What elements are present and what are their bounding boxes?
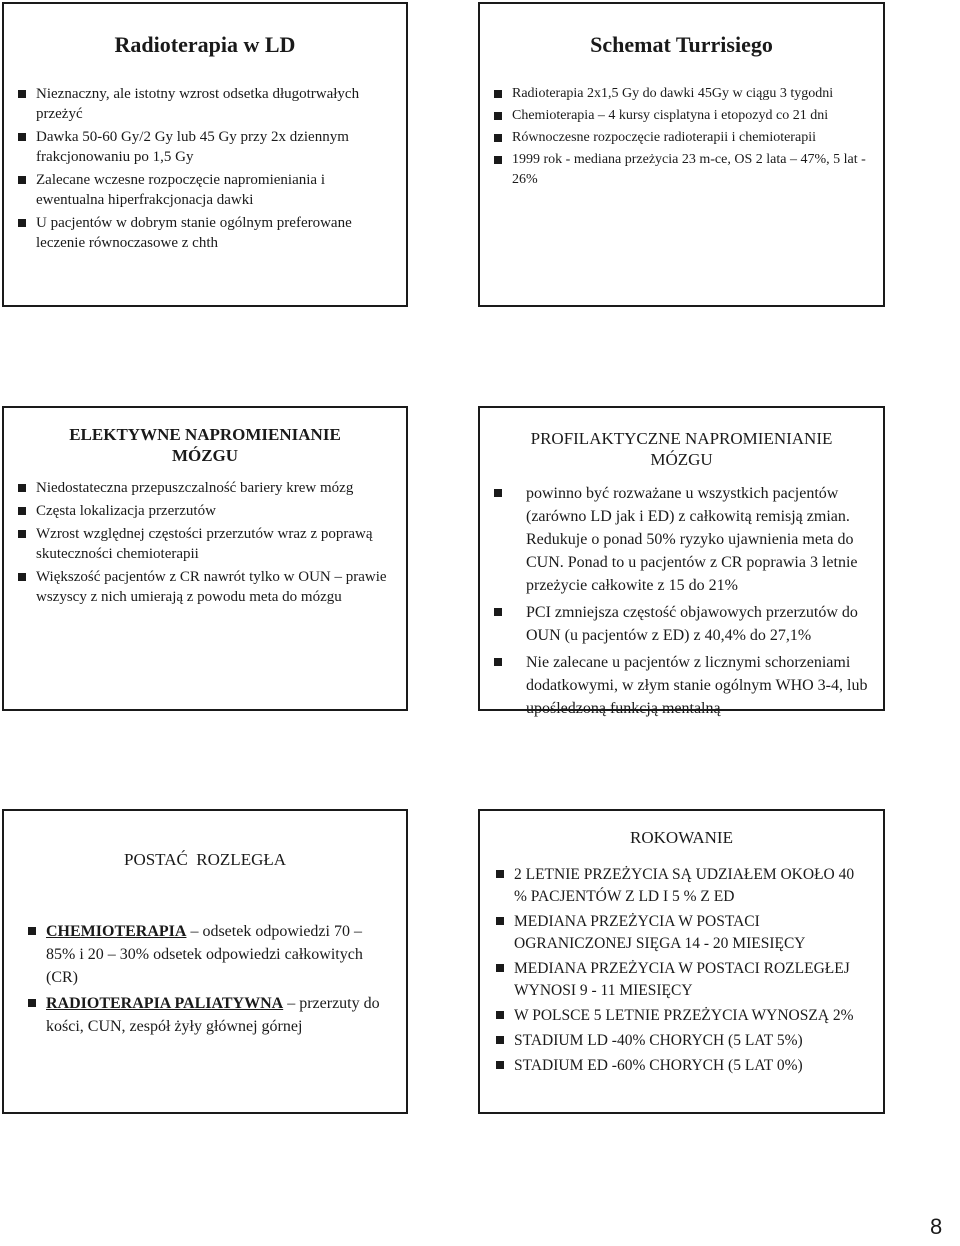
list-item: 2 LETNIE PRZEŻYCIA SĄ UDZIAŁEM OKOŁO 40 % PACJENTÓW Z LD I 5 % Z ED bbox=[496, 864, 869, 908]
list-item: Nieznaczny, ale istotny wzrost odsetka długotrwałych przeżyć bbox=[18, 84, 392, 124]
page-number: 8 bbox=[930, 1214, 943, 1239]
list-item: Radioterapia 2x1,5 Gy do dawki 45Gy w ciągu 3 tygodni bbox=[494, 84, 869, 104]
bullet-list bbox=[494, 84, 869, 190]
item-label: RADIOTERAPIA PALIATYWNA bbox=[46, 995, 284, 1012]
slide-title-line: MÓZGU bbox=[650, 450, 713, 469]
bullet-list bbox=[18, 920, 392, 1038]
bullet-list bbox=[494, 864, 869, 1077]
item-text: – odsetek odpowiedzi 70 – 85% i 20 – 30% odsetek odpowiedzi całkowitych (CR) bbox=[46, 923, 363, 986]
list-item: U pacjentów w dobrym stanie ogólnym preferowane leczenie równoczasowe z chth bbox=[18, 213, 392, 253]
slide-title-line: ELEKTYWNE NAPROMIENIANIE bbox=[69, 425, 341, 444]
list-item: Zalecane wczesne rozpoczęcie napromieniania i ewentualna hiperfrakcjonacja dawki bbox=[18, 170, 392, 210]
list-item: Większość pacjentów z CR nawrót tylko w OUN – prawie wszyscy z nich umierają z powodu meta do mózgu bbox=[18, 567, 392, 607]
slide-title bbox=[494, 428, 869, 470]
slide-postac-rozlegla bbox=[2, 809, 408, 1114]
slide-title: Schemat Turrisiego bbox=[590, 32, 773, 57]
list-item: Dawka 50-60 Gy/2 Gy lub 45 Gy przy 2x dziennym frakcjonowaniu po 1,5 Gy bbox=[18, 127, 392, 167]
slide-title: POSTAĆ ROZLEGŁA bbox=[123, 850, 287, 869]
list-item: 1999 rok - mediana przeżycia 23 m-ce, OS 2 lata – 47%, 5 lat - 26% bbox=[494, 150, 869, 190]
list-item: MEDIANA PRZEŻYCIA W POSTACI OGRANICZONEJ SIĘGA 14 - 20 MIESIĘCY bbox=[496, 911, 869, 955]
list-item: Częsta lokalizacja przerzutów bbox=[18, 501, 392, 521]
list-item: Wzrost względnej częstości przerzutów wraz z poprawą skuteczności chemioterapii bbox=[18, 524, 392, 564]
list-item: powinno być rozważane u wszystkich pacjentów (zarówno LD jak i ED) z całkowitą remisją zmian. Redukuje o ponad 50% ryzyko ujawnienia meta do CUN. Ponad to u pacjentów z CR poprawia 3 letnie przeżycie całkowite z 15 do 21% bbox=[494, 482, 869, 597]
list-item bbox=[28, 920, 392, 989]
list-item: MEDIANA PRZEŻYCIA W POSTACI ROZLEGŁEJ WYNOSI 9 - 11 MIESIĘCY bbox=[496, 958, 869, 1002]
list-item: Niedostateczna przepuszczalność bariery krew mózg bbox=[18, 478, 392, 498]
list-item bbox=[28, 992, 392, 1038]
list-item: W POLSCE 5 LETNIE PRZEŻYCIA WYNOSZĄ 2% bbox=[496, 1005, 869, 1027]
bullet-list bbox=[494, 482, 869, 720]
slide-title: ROKOWANIE bbox=[630, 828, 733, 847]
list-item: Chemioterapia – 4 kursy cisplatyna i etopozyd co 21 dni bbox=[494, 106, 869, 126]
list-item: Nie zalecane u pacjentów z licznymi schorzeniami dodatkowymi, w złym stanie ogólnym WHO 3-4, lub upośledzoną funkcją mentalną bbox=[494, 651, 869, 720]
item-label: CHEMIOTERAPIA bbox=[46, 923, 187, 940]
slide-elektywne-napromienianie bbox=[2, 406, 408, 711]
slide-profilaktyczne-napromienianie bbox=[478, 406, 885, 717]
list-item: Równoczesne rozpoczęcie radioterapii i chemioterapii bbox=[494, 128, 869, 148]
slide-title: Radioterapia w LD bbox=[114, 32, 296, 57]
slide-radioterapia-ld bbox=[2, 2, 408, 307]
slide-title-line: MÓZGU bbox=[171, 446, 239, 465]
slide-schemat-turrisiego bbox=[478, 2, 885, 307]
list-item: STADIUM LD -40% CHORYCH (5 LAT 5%) bbox=[496, 1030, 869, 1052]
slide-title-line: PROFILAKTYCZNE NAPROMIENIANIE bbox=[530, 429, 833, 448]
list-item: PCI zmniejsza częstość objawowych przerzutów do OUN (u pacjentów z ED) z 40,4% do 27,1% bbox=[494, 601, 869, 647]
slide-title bbox=[18, 424, 392, 466]
bullet-list bbox=[18, 84, 392, 253]
list-item: STADIUM ED -60% CHORYCH (5 LAT 0%) bbox=[496, 1055, 869, 1077]
bullet-list bbox=[18, 478, 392, 607]
item-text: – przerzuty do kości, CUN, zespół żyły głównej górnej bbox=[46, 995, 380, 1035]
slide-rokowanie bbox=[478, 809, 885, 1114]
